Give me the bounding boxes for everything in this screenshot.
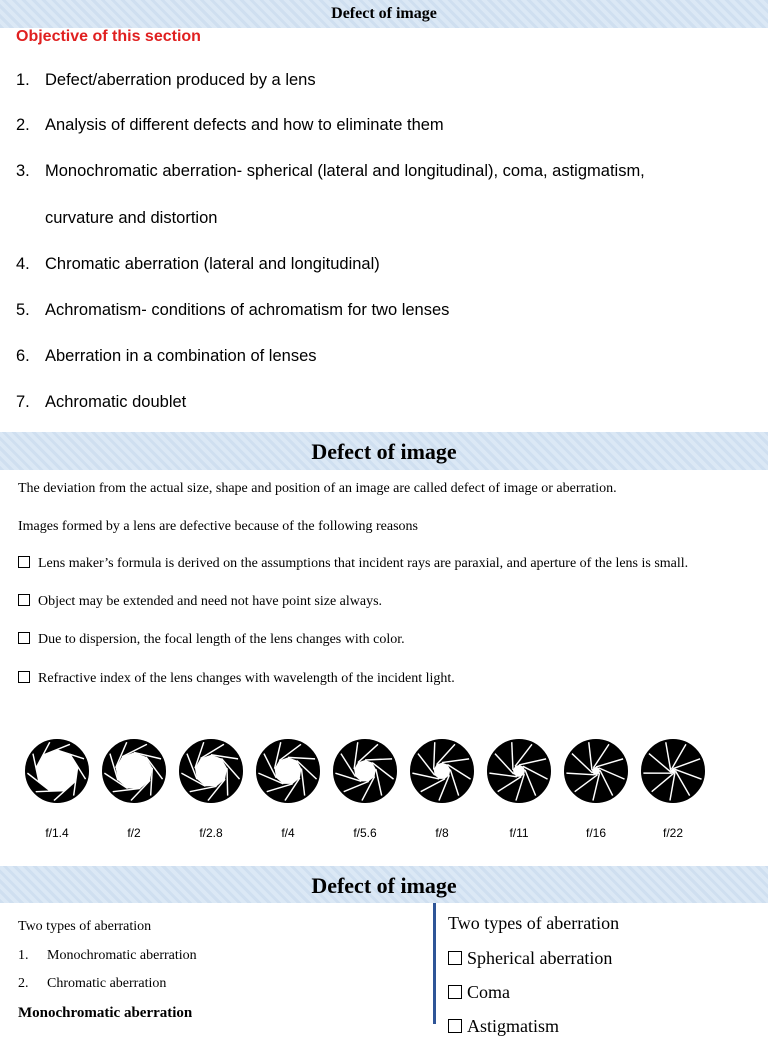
left-list-item xyxy=(18,976,166,992)
item-number: 1. xyxy=(18,948,47,964)
reasons-intro: Images formed by a lens are defective because of the following reasons xyxy=(18,519,418,535)
left-bold-subheading: Monochromatic aberration xyxy=(18,1005,192,1022)
slide-title-bar xyxy=(0,866,768,903)
slide-objectives xyxy=(0,0,768,430)
slide-title: Defect of image xyxy=(331,5,437,22)
checkbox-bullet-icon xyxy=(18,632,30,644)
objective-item xyxy=(16,393,186,412)
f-number-label: f/2.8 xyxy=(178,826,244,840)
checkbox-bullet-icon xyxy=(18,594,30,606)
right-bullet xyxy=(448,948,612,969)
slide-title: Defect of image xyxy=(311,439,456,464)
f-number-label: f/1.4 xyxy=(24,826,90,840)
right-heading: Two types of aberration xyxy=(448,913,619,934)
objective-item xyxy=(16,162,645,181)
bullet-text: Due to dispersion, the focal length of the lens changes with color. xyxy=(38,632,405,647)
f-number-label: f/2 xyxy=(101,826,167,840)
item-text: Monochromatic aberration xyxy=(47,948,197,963)
checkbox-bullet-icon xyxy=(18,671,30,683)
f-number-label: f/16 xyxy=(563,826,629,840)
item-number: 7. xyxy=(16,393,45,412)
item-text: curvature and distortion xyxy=(45,209,217,227)
reason-bullet xyxy=(18,594,382,610)
checkbox-bullet-icon xyxy=(448,951,462,965)
bullet-text: Object may be extended and need not have point size always. xyxy=(38,594,382,609)
slide-title-bar xyxy=(0,432,768,470)
f-number-label: f/8 xyxy=(409,826,475,840)
slide-title: Defect of image xyxy=(311,873,456,898)
item-number: 4. xyxy=(16,255,45,274)
reason-bullet xyxy=(18,632,405,648)
f-number-label: f/11 xyxy=(486,826,552,840)
objective-item xyxy=(16,347,317,366)
objective-item xyxy=(16,301,449,320)
f-number-label: f/4 xyxy=(255,826,321,840)
bullet-text: Refractive index of the lens changes with wavelength of the incident light. xyxy=(38,671,455,686)
item-text: Achromatic doublet xyxy=(45,393,186,411)
reason-bullet xyxy=(18,556,688,572)
f-number-label: f/5.6 xyxy=(332,826,398,840)
slide-aberration-types xyxy=(0,866,768,1024)
right-bullet xyxy=(448,1016,559,1037)
slide-title-bar xyxy=(0,0,768,28)
item-text: Chromatic aberration xyxy=(47,976,166,991)
item-number: 2. xyxy=(16,116,45,135)
item-text: Monochromatic aberration- spherical (lateral and longitudinal), coma, astigmatism, xyxy=(45,162,645,180)
checkbox-bullet-icon xyxy=(448,985,462,999)
right-bullet xyxy=(448,982,510,1003)
column-divider xyxy=(433,903,436,1024)
reason-bullet xyxy=(18,671,455,687)
objective-item xyxy=(16,116,444,135)
slide-defect-definition xyxy=(0,432,768,864)
objective-item-continuation xyxy=(16,209,217,228)
item-number: 3. xyxy=(16,162,45,181)
checkbox-bullet-icon xyxy=(448,1019,462,1033)
item-number: 6. xyxy=(16,347,45,366)
item-text: Achromatism- conditions of achromatism for two lenses xyxy=(45,301,449,319)
objective-item xyxy=(16,255,380,274)
item-text: Aberration in a combination of lenses xyxy=(45,347,317,365)
left-heading: Two types of aberration xyxy=(18,919,151,935)
f-number-label: f/22 xyxy=(640,826,706,840)
item-number: 5. xyxy=(16,301,45,320)
bullet-text: Spherical aberration xyxy=(467,948,612,968)
bullet-text: Lens maker’s formula is derived on the assumptions that incident rays are paraxial, and aperture of the lens is small. xyxy=(38,556,688,571)
item-number: 2. xyxy=(18,976,47,992)
checkbox-bullet-icon xyxy=(18,556,30,568)
item-text: Defect/aberration produced by a lens xyxy=(45,71,316,89)
bullet-text: Astigmatism xyxy=(467,1016,559,1036)
definition-paragraph: The deviation from the actual size, shape and position of an image are called defect of image or aberration. xyxy=(18,481,617,497)
objective-heading: Objective of this section xyxy=(16,28,201,46)
objective-item xyxy=(16,71,316,90)
left-list-item xyxy=(18,948,197,964)
item-text: Analysis of different defects and how to eliminate them xyxy=(45,116,444,134)
item-text: Chromatic aberration (lateral and longitudinal) xyxy=(45,255,380,273)
item-number: 1. xyxy=(16,71,45,90)
bullet-text: Coma xyxy=(467,982,510,1002)
